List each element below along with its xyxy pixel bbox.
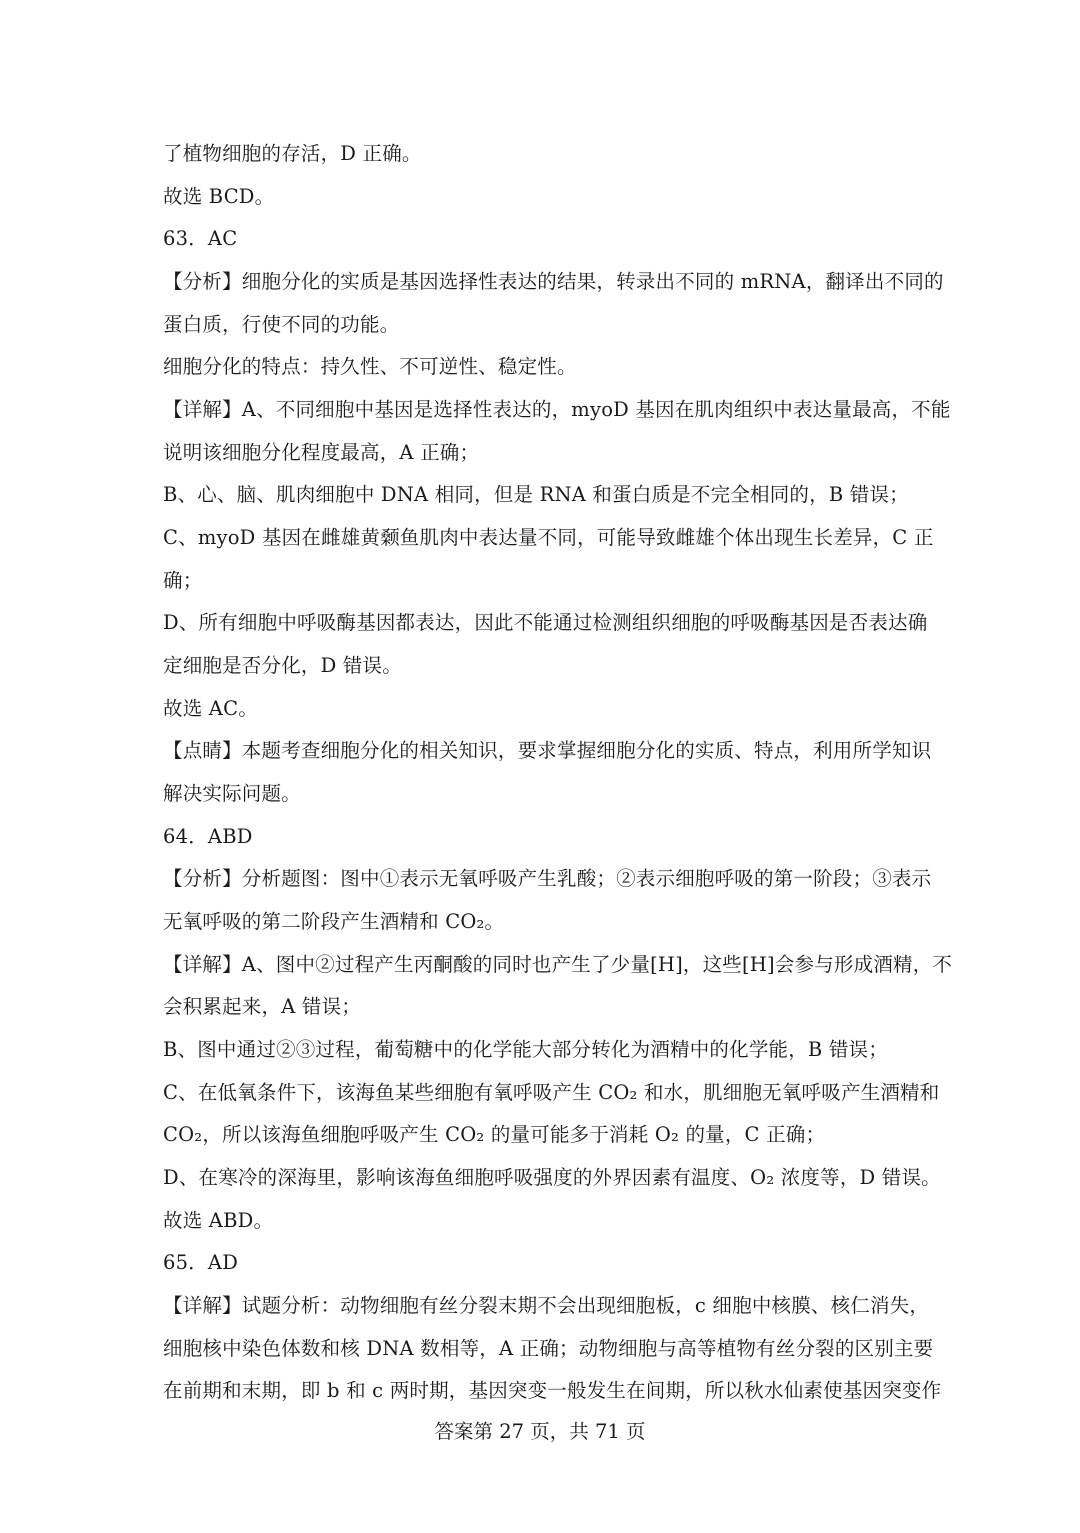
text-line: 【点睛】本题考查细胞分化的相关知识，要求掌握细胞分化的实质、特点，利用所学知识 — [163, 739, 932, 762]
text-line: 了植物细胞的存活，D 正确。 — [163, 142, 422, 165]
text-line: D、在寒冷的深海里，影响该海鱼细胞呼吸强度的外界因素有温度、O₂ 浓度等，D 错误。 — [163, 1166, 941, 1189]
text-line: 【分析】细胞分化的实质是基因选择性表达的结果，转录出不同的 mRNA，翻译出不同的 — [163, 270, 944, 293]
text-line: 故选 ABD。 — [163, 1209, 274, 1232]
text-line: 会积累起来，A 错误； — [163, 995, 361, 1018]
text-line: 细胞分化的特点：持久性、不可逆性、稳定性。 — [163, 355, 577, 378]
text-line: 定细胞是否分化，D 错误。 — [163, 654, 402, 677]
text-line: 【分析】分析题图：图中①表示无氧呼吸产生乳酸；②表示细胞呼吸的第一阶段；③表示 — [163, 867, 932, 890]
text-line: 解决实际问题。 — [163, 782, 301, 805]
text-line: B、图中通过②③过程，葡萄糖中的化学能大部分转化为酒精中的化学能，B 错误； — [163, 1038, 888, 1061]
text-line: CO₂，所以该海鱼细胞呼吸产生 CO₂ 的量可能多于消耗 O₂ 的量，C 正确； — [163, 1123, 826, 1146]
page-footer: 答案第 27 页，共 71 页 — [434, 1420, 646, 1443]
text-line: C、myoD 基因在雌雄黄颡鱼肌肉中表达量不同，可能导致雌雄个体出现生长差异，C 正 — [163, 526, 934, 549]
text-line: D、所有细胞中呼吸酶基因都表达，因此不能通过检测组织细胞的呼吸酶基因是否表达确 — [163, 611, 928, 634]
text-line: 【详解】A、图中②过程产生丙酮酸的同时也产生了少量[H]，这些[H]会参与形成酒精，不 — [163, 953, 953, 976]
text-line: B、心、脑、肌肉细胞中 DNA 相同，但是 RNA 和蛋白质是不完全相同的，B 错误； — [163, 483, 909, 506]
text-line: 细胞核中染色体数和核 DNA 数相等，A 正确；动物细胞与高等植物有丝分裂的区别主要 — [163, 1337, 934, 1360]
text-line: 故选 BCD。 — [163, 185, 275, 208]
text-line: 蛋白质，行使不同的功能。 — [163, 313, 400, 336]
text-line: 【详解】试题分析：动物细胞有丝分裂末期不会出现细胞板，c 细胞中核膜、核仁消失， — [163, 1294, 930, 1317]
text-line: 故选 AC。 — [163, 697, 258, 720]
question-number: 64．ABD — [163, 825, 253, 848]
text-line: C、在低氧条件下，该海鱼某些细胞有氧呼吸产生 CO₂ 和水，肌细胞无氧呼吸产生酒精和 — [163, 1081, 940, 1104]
text-line: 在前期和末期，即 b 和 c 两时期，基因突变一般发生在间期，所以秋水仙素使基因突变作 — [163, 1379, 942, 1402]
text-line: 无氧呼吸的第二阶段产生酒精和 CO₂。 — [163, 910, 505, 933]
question-number: 65．AD — [163, 1251, 239, 1274]
text-line: 确； — [163, 569, 203, 592]
text-line: 【详解】A、不同细胞中基因是选择性表达的，myoD 基因在肌肉组织中表达量最高，不能 — [163, 398, 951, 421]
text-line: 说明该细胞分化程度最高，A 正确； — [163, 441, 480, 464]
question-number: 63．AC — [163, 227, 238, 250]
